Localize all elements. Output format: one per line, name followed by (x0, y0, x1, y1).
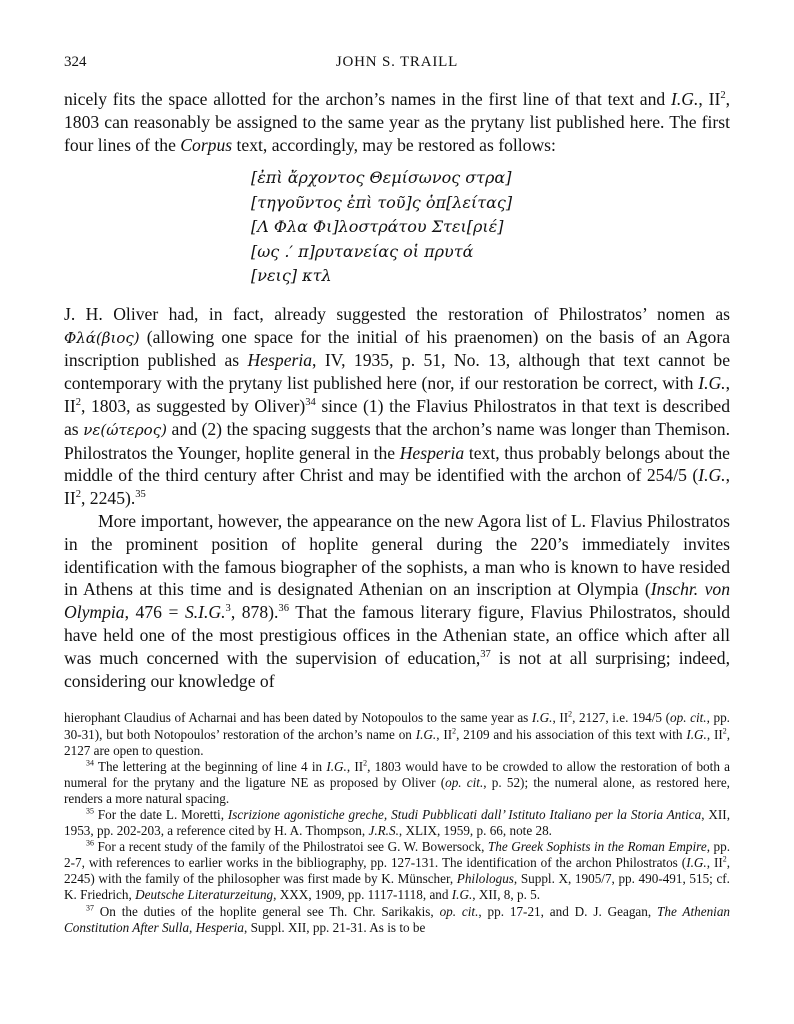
footnote-ref: 35 (135, 489, 146, 501)
restoration-line: [Λ Φλα Φι]λοστράτου Στει[ριέ] (251, 217, 504, 237)
page-header (64, 48, 730, 76)
footnote-ref: 36 (278, 603, 289, 615)
running-head: JOHN S. TRAILL (335, 54, 459, 70)
footnote-36: $^{36}$ For a recent study of the family of the Philostratoi see G. W. Bowersock, The Greek Sophists in the Roman Empire, pp. 2-7, with references to earlier works in the bibliography, pp. 127-131. The identification of the archon Philostratos (I.G., $II^2$, 2245) with the family of the philosopher was first made by K. Münscher, Philologus, Suppl. X, 1905/7, pp. 490-491, 515; cf. K. Friedrich, Deutsche Literaturzeitung, XXX, 1909, pp. 1117-1118, and I.G., XII, 8, p. 5. (64, 838, 731, 903)
footnote-number: 37 (86, 903, 94, 913)
page-number: 324 (64, 54, 87, 70)
footnote-number: 34 (86, 758, 94, 768)
footnote-number: 35 (86, 806, 94, 816)
footnote-34: $^{34}$ The lettering at the beginning of line 4 in I.G., $II^2$, 1803 would have to be crowded to allow the restoration of both a numeral for the prytany and the ligature NE as proposed by Oliver (op. cit., p. 52); the numeral alone, as restored here, renders a more natural spacing. (64, 758, 730, 806)
footnote-35: $^{35}$ For the date L. Moretti, Iscrizione agonistiche greche, Studi Pubblicati dall’ Istituto Italiano per la Storia Antica, XII, 1953, pp. 202-203, a reference cited by H. A. Thompson, J.R.S., XLIX, 1959, p. 66, note 28. (64, 806, 730, 839)
footnote-37: $^{37}$ On the duties of the hoplite general see Th. Chr. Sarikakis, op. cit., pp. 17-21, and D. J. Geagan, The Athenian Constitution After Sulla, Hesperia, Suppl. XII, pp. 21-31. As is to be (64, 903, 731, 935)
main-text (64, 88, 730, 692)
paragraph-oliver: J. H. Oliver had, in fact, already suggested the restoration of Philostratos’ nomen as Φλά(βιος) (allowing one space for the initial of his praenomen) on the basis of an Agora inscription published as Hesperia, IV, 1935, p. 51, No. 13, although that text cannot be contemporary with the prytany list published here (nor, if our restoration be correct, with I.G., $II^2$, 1803, as suggested by Oliver)$^{34}$ since (1) the Flavius Philostratos in that text is described as νε(ώτερος) and (2) the spacing suggests that the archon’s name was longer than Themison. Philostratos the Younger, hoplite general in the Hesperia text, thus probably belongs about the middle of the third century after Christ and may be identified with the archon of 254/5 (I.G., $II^2$, 2245).$^{35}$ (64, 303, 730, 509)
restoration-line: [ως .′ π]ρυτανείας οἱ πρυτά (251, 241, 474, 261)
restoration-line: [τηγοῦντος ἐπὶ τοῦ]ς ὁπ[λείτας] (251, 192, 513, 212)
footnote-number: 36 (86, 838, 94, 848)
journal-page (64, 48, 730, 936)
restoration-line: [νεις] κτλ (251, 266, 332, 286)
footnote-continuation: hierophant Claudius of Acharnai and has been dated by Notopoulos to the same year as I.G., $II^2$, 2127, i.e. 194/5 (op. cit., pp. 30-31), but both Notopoulos’ restoration of the archon’s name on I.G., $II^2$, 2109 and his association of this text with I.G., $II^2$, 2127 are open to question. (64, 710, 730, 758)
restoration-line: [ἐπὶ ἄρχοντος Θεμίσωνος στρα] (251, 168, 512, 188)
intro-paragraph: nicely fits the space allotted for the archon’s names in the first line of that text and I.G., $II^2$, 1803 can reasonably be assigned to the same year as the prytany list published here. The first four lines of the Corpus text, accordingly, may be restored as follows: (64, 89, 730, 155)
greek-restoration (251, 166, 730, 289)
paragraph-philostratos: More important, however, the appearance on the new Agora list of L. Flavius Philostratos in the prominent position of hoplite general during the 220’s immediately invites identification with the famous biographer of the sophists, a man who is known to have resided in Athens at this time and is designated Athenian on an inscription at Olympia (Inschr. von Olympia, 476 = S.I.G.$^3$, 878).$^{36}$ That the famous literary figure, Flavius Philostratos, should have held one of the most prestigious offices in the Athenian state, an office which after all was much concerned with the supervision of education,$^{37}$ is not at all surprising; indeed, considering our knowledge of (64, 511, 730, 691)
footnote-ref: 34 (305, 397, 316, 409)
footnote-ref: 37 (480, 648, 491, 660)
footnotes (64, 710, 730, 935)
